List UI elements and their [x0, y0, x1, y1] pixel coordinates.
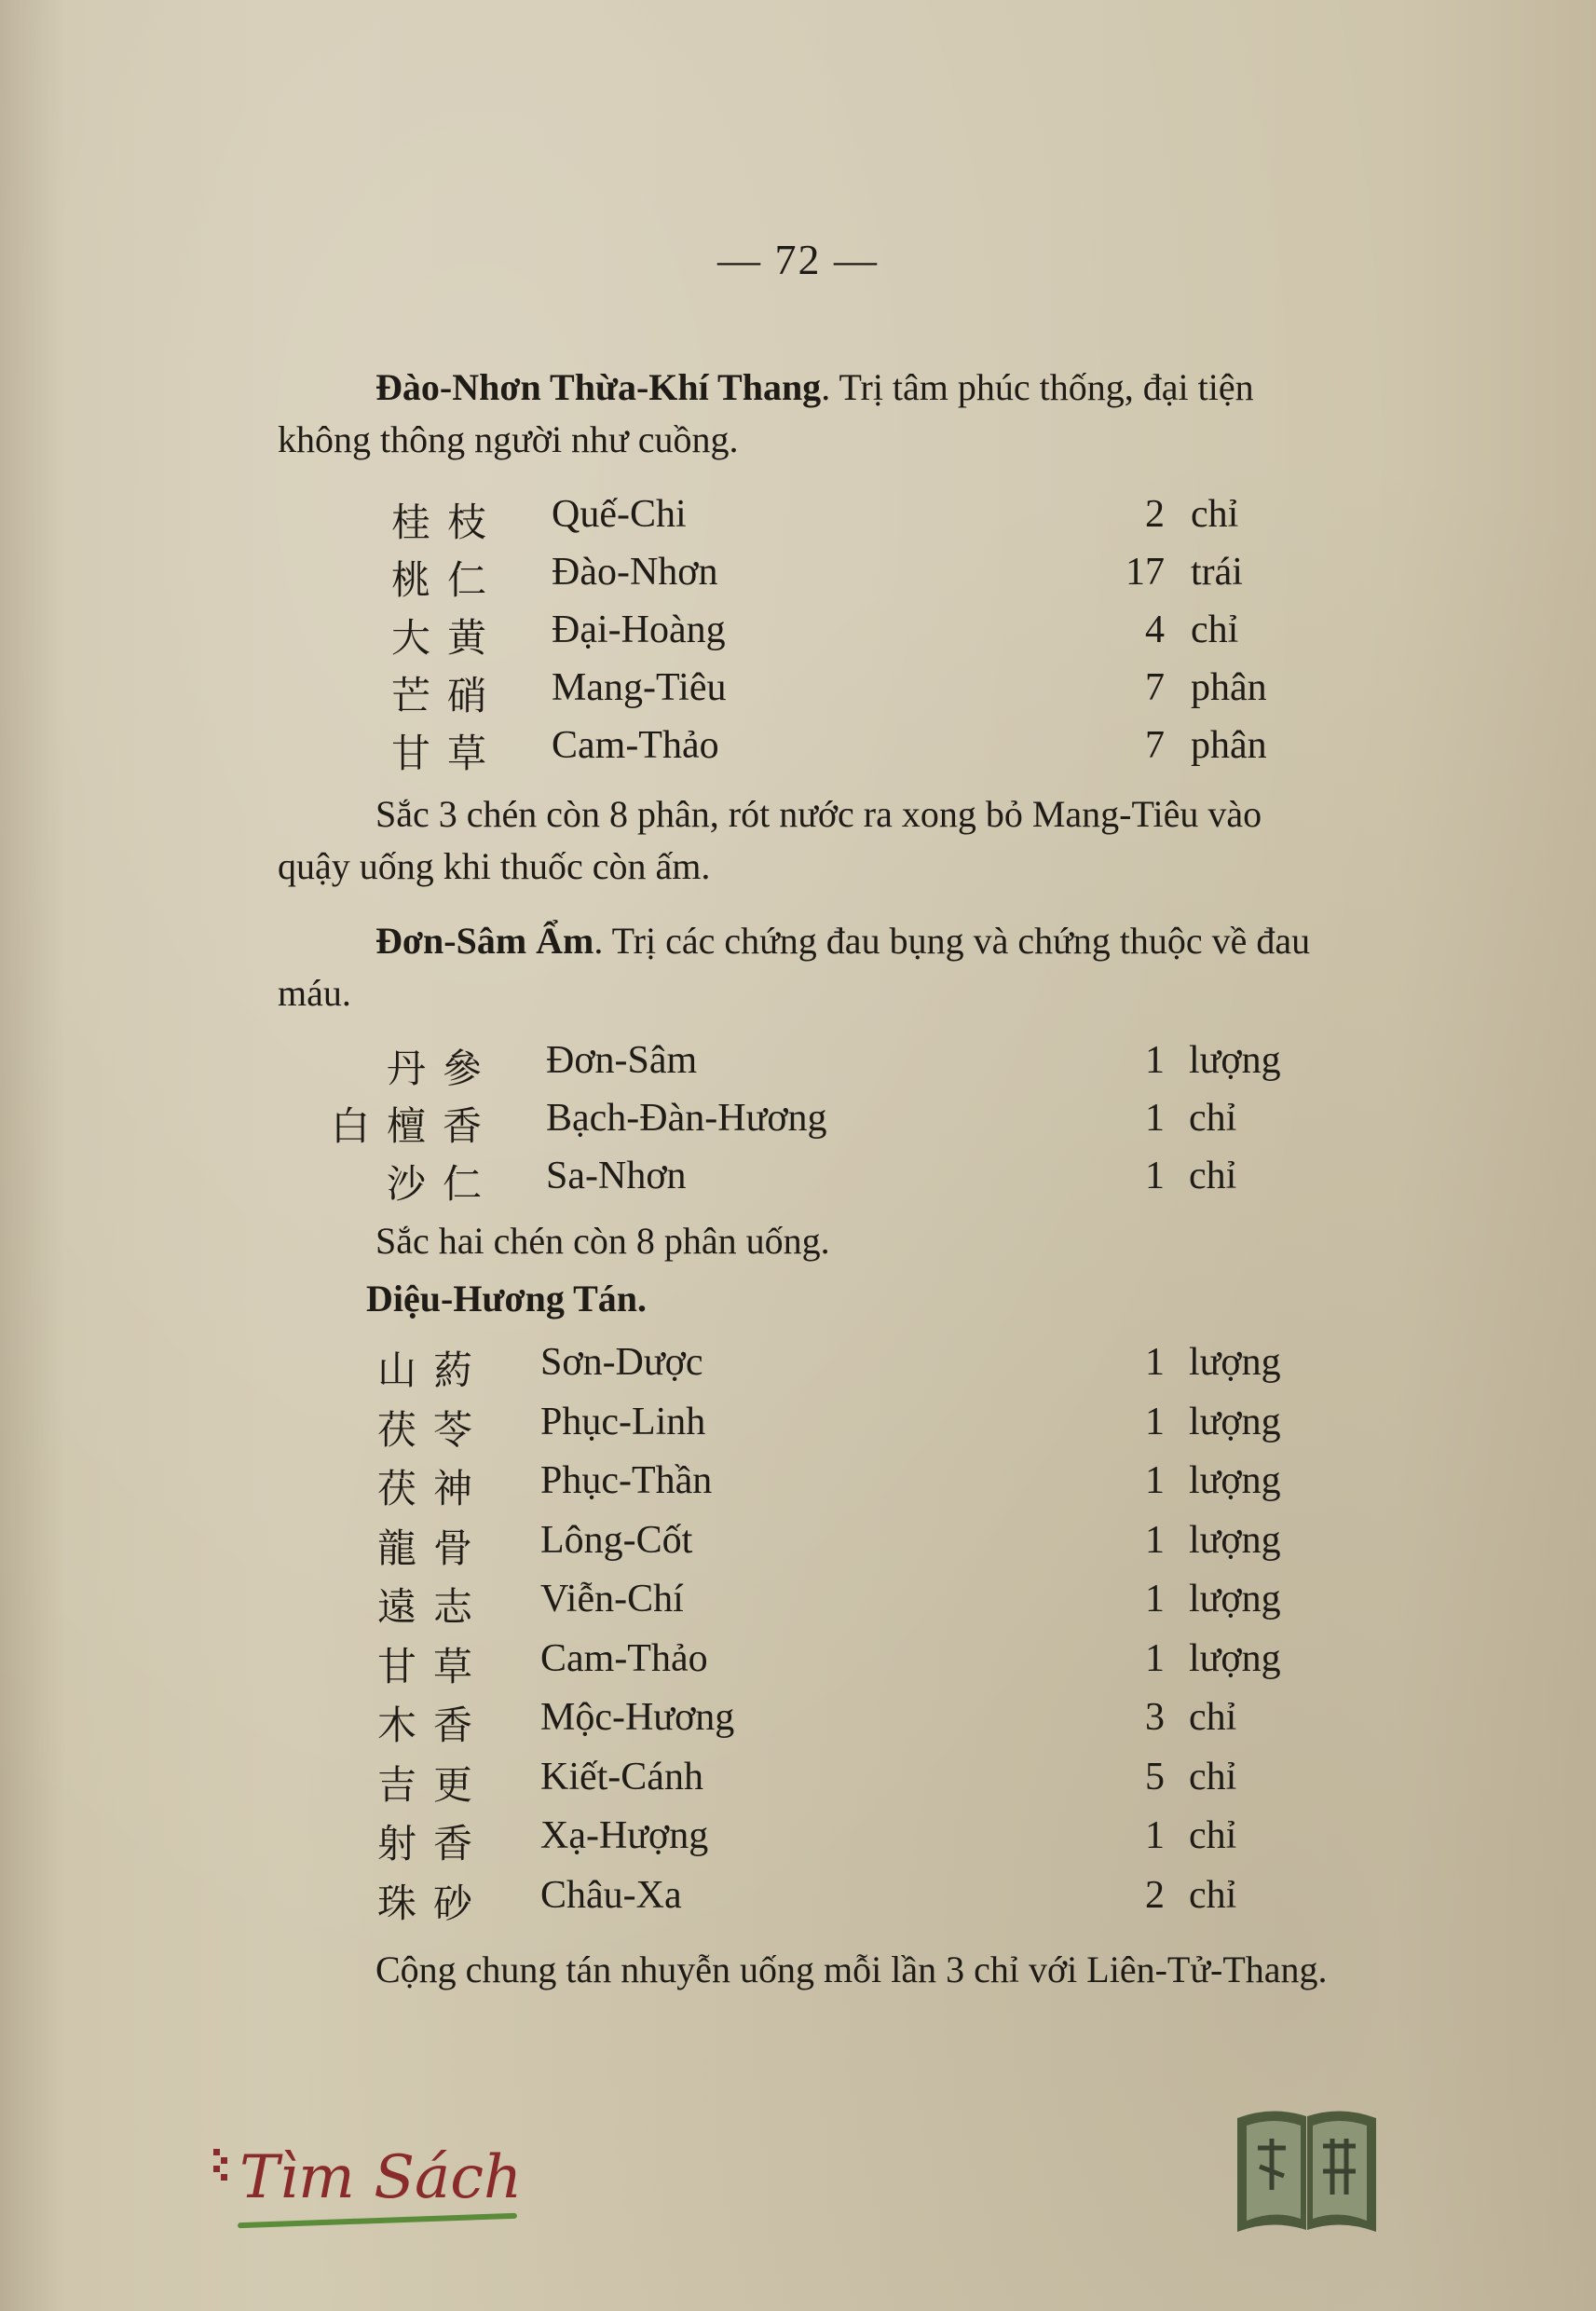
ingredient-row	[0, 1695, 1596, 1751]
ingredient-chinese-name: 山葯	[376, 1347, 489, 1393]
ingredient-unit: chỉ	[1191, 493, 1239, 536]
ingredient-name: Phục-Linh	[540, 1400, 706, 1443]
ingredient-quantity: 1	[1145, 1814, 1165, 1857]
ingredient-chinese-name: 甘草	[376, 1643, 489, 1689]
ingredient-name: Phục-Thần	[540, 1459, 713, 1502]
ingredient-chinese-name: 大黄	[390, 615, 503, 661]
section-1-note-text: Sắc 3 chén còn 8 phân, rót nước ra xong bỏ Mang-Tiêu vào quậy uống khi thuốc còn ấm.	[278, 793, 1262, 887]
ingredient-unit: chỉ	[1189, 1755, 1237, 1798]
ingredient-row	[0, 665, 1596, 721]
section-2-intro	[278, 915, 1340, 1019]
ingredient-row	[0, 1755, 1596, 1811]
ingredient-name: Đại-Hoàng	[552, 609, 726, 651]
ingredient-chinese-name: 甘草	[390, 731, 503, 776]
ingredient-chinese-name: 桃仁	[390, 557, 503, 603]
ingredient-unit: lượng	[1189, 1459, 1281, 1502]
ingredient-name: Viễn-Chí	[540, 1578, 684, 1620]
ingredient-row	[0, 1400, 1596, 1456]
ingredient-name: Bạch-Đàn-Hương	[546, 1097, 827, 1140]
ingredient-name: Đào-Nhơn	[552, 551, 718, 594]
open-book-icon	[1230, 2101, 1384, 2236]
page-number: — 72 —	[717, 236, 879, 283]
ingredient-unit: trái	[1191, 551, 1243, 594]
ingredient-quantity: 1	[1145, 1518, 1165, 1562]
ingredient-quantity: 1	[1145, 1341, 1165, 1384]
ingredient-chinese-name: 丹參	[386, 1046, 498, 1091]
ingredient-quantity: 17	[1125, 551, 1165, 594]
ingredient-quantity: 1	[1145, 1039, 1165, 1082]
section-2-note-text: Sắc hai chén còn 8 phân uống.	[375, 1220, 830, 1262]
section-1-intro	[278, 362, 1340, 466]
ingredient-name: Mộc-Hương	[540, 1696, 735, 1739]
ingredient-row	[0, 1154, 1596, 1210]
ingredient-quantity: 3	[1145, 1696, 1165, 1739]
ingredient-quantity: 1	[1145, 1636, 1165, 1680]
section-3-note-text: Cộng chung tán nhuyễn uống mỗi lần 3 chỉ với Liên-Tử-Thang.	[375, 1949, 1328, 1990]
ingredient-quantity: 2	[1145, 493, 1165, 536]
ingredient-row	[0, 1873, 1596, 1929]
ingredient-unit: lượng	[1189, 1518, 1281, 1562]
ingredient-name: Châu-Xa	[540, 1873, 682, 1917]
ingredient-unit: chỉ	[1189, 1696, 1237, 1739]
ingredient-chinese-name: 沙仁	[386, 1161, 498, 1207]
ingredient-chinese-name: 木香	[376, 1702, 489, 1748]
section-2-title: Đơn-Sâm Ẩm	[375, 920, 594, 962]
ingredient-row	[0, 1458, 1596, 1514]
ingredient-quantity: 4	[1145, 609, 1165, 651]
ingredient-name: Cam-Thảo	[540, 1636, 708, 1680]
ingredient-chinese-name: 吉更	[376, 1761, 489, 1808]
section-1-description: . Trị tâm phúc thống, đại tiện không thông người như cuồng.	[278, 366, 1254, 460]
ingredient-unit: chỉ	[1191, 609, 1239, 651]
ingredient-quantity: 2	[1145, 1873, 1165, 1917]
ingredient-chinese-name: 茯苓	[376, 1406, 489, 1453]
ingredient-row	[0, 492, 1596, 548]
ingredient-name: Lông-Cốt	[540, 1518, 693, 1562]
ingredient-quantity: 7	[1145, 666, 1165, 709]
section-3-title: Diệu-Hương Tán.	[366, 1278, 648, 1320]
ingredient-row	[0, 1518, 1596, 1574]
ingredient-unit: chỉ	[1189, 1097, 1237, 1140]
ingredient-row	[0, 550, 1596, 606]
timsach-logo	[219, 2143, 522, 2212]
ingredient-row	[0, 1813, 1596, 1869]
ingredient-row	[0, 608, 1596, 663]
ingredient-name: Xạ-Hượng	[540, 1814, 709, 1857]
ingredient-unit: chỉ	[1189, 1814, 1237, 1857]
ingredient-unit: lượng	[1189, 1400, 1281, 1443]
ingredient-name: Quế-Chi	[552, 493, 687, 536]
timsach-logo-text: Tìm Sách	[239, 2143, 523, 2212]
ingredient-unit: lượng	[1189, 1341, 1281, 1384]
ingredient-row	[0, 1577, 1596, 1633]
section-2-description: . Trị các chứng đau bụng và chứng thuộc về đau máu.	[278, 920, 1311, 1014]
section-2-note	[278, 1215, 1340, 1267]
ingredient-row	[0, 1096, 1596, 1152]
ingredient-quantity: 5	[1145, 1755, 1165, 1798]
ingredient-chinese-name: 遠志	[376, 1584, 489, 1630]
ingredient-unit: lượng	[1189, 1578, 1281, 1620]
ingredient-unit: lượng	[1189, 1039, 1281, 1082]
ingredient-quantity: 7	[1145, 724, 1165, 767]
section-3-note	[278, 1944, 1340, 1996]
ingredient-quantity: 1	[1145, 1155, 1165, 1197]
ingredient-quantity: 1	[1145, 1400, 1165, 1443]
ingredient-chinese-name: 珠砂	[376, 1880, 489, 1926]
ingredient-row	[0, 1038, 1596, 1094]
ingredient-unit: phân	[1191, 724, 1267, 767]
ingredient-name: Cam-Thảo	[552, 724, 719, 767]
ingredient-chinese-name: 龍骨	[376, 1525, 489, 1571]
ingredient-unit: phân	[1191, 666, 1267, 709]
ingredient-row	[0, 723, 1596, 779]
ingredient-name: Đơn-Sâm	[546, 1039, 698, 1082]
ingredient-chinese-name: 芒硝	[390, 673, 503, 718]
ingredient-chinese-name: 茯神	[376, 1466, 489, 1511]
ingredient-chinese-name: 白檀香	[330, 1103, 498, 1149]
ingredient-chinese-name: 射香	[376, 1821, 489, 1867]
ingredient-unit: chỉ	[1189, 1873, 1237, 1917]
ingredient-quantity: 1	[1145, 1459, 1165, 1502]
ingredient-chinese-name: 桂枝	[390, 499, 503, 545]
ingredient-name: Sa-Nhơn	[546, 1155, 687, 1197]
ingredient-quantity: 1	[1145, 1578, 1165, 1620]
ingredient-row	[0, 1636, 1596, 1692]
logo-dots-icon	[213, 2149, 234, 2181]
ingredient-unit: chỉ	[1189, 1155, 1237, 1197]
section-1-note	[278, 788, 1340, 893]
ingredient-quantity: 1	[1145, 1097, 1165, 1140]
logo-underline	[238, 2213, 517, 2228]
section-1-title: Đào-Nhơn Thừa-Khí Thang	[375, 366, 822, 408]
ingredient-name: Sơn-Dược	[540, 1341, 703, 1384]
ingredient-row	[0, 1340, 1596, 1396]
ingredient-unit: lượng	[1189, 1636, 1281, 1680]
ingredient-name: Mang-Tiêu	[552, 666, 727, 709]
ingredient-name: Kiết-Cánh	[540, 1755, 703, 1798]
